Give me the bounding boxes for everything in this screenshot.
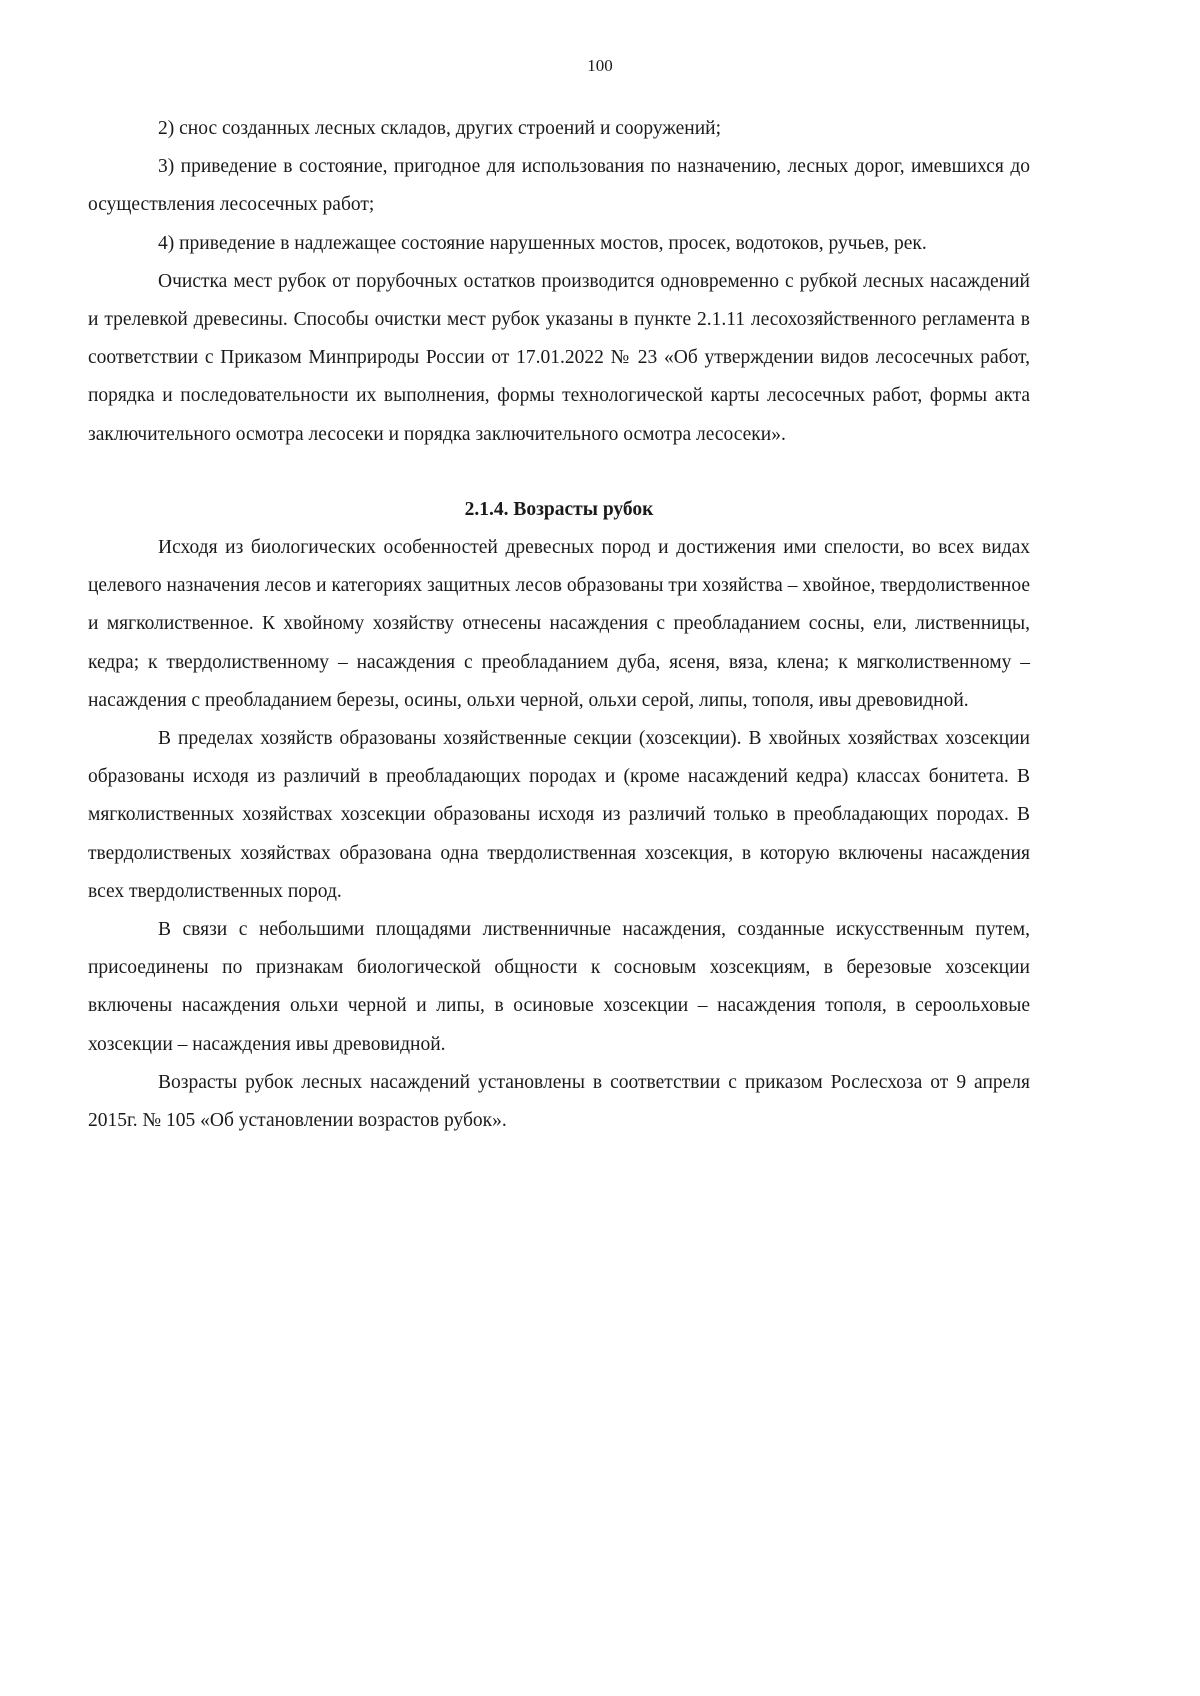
section-heading: 2.1.4. Возрасты рубок — [464, 498, 654, 520]
paragraph-cleanup: Очистка мест рубок от порубочных остатков производится одновременно с рубкой лесных насаждений и трелевкой древесины. Способы очистки мест рубок указаны в пункте 2.1.11 лесохозяйственного регламента в соответствии с Приказом Минприроды России от 17.01.2022 № 23 «Об утверждении видов лесосечных работ, порядка и последовательности их выполнения, формы технологической карты лесосечных работ, формы акта заключительного осмотра лесосеки и порядка заключительного осмотра лесосеки». — [88, 270, 1030, 445]
page-number: 100 — [587, 56, 613, 75]
paragraph-cutting-ages: Возрасты рубок лесных насаждений установлены в соответствии с приказом Рослесхоза от 9 апреля 2015г. № 105 «Об установлении возрастов рубок». — [88, 1071, 1030, 1132]
paragraph-households: Исходя из биологических особенностей древесных пород и достижения ими спелости, во всех видах целевого назначения лесов и категориях защитных лесов образованы три хозяйства – хвойное, твердолиственное и мягколиственное. К хвойному хозяйству отнесены насаждения с преобладанием сосны, ели, лиственницы, кедра; к твердолиственному – насаждения с преобладанием дуба, ясеня, вяза, клена; к мягколиственному – насаждения с преобладанием березы, осины, ольхи черной, ольхи серой, липы, тополя, ивы древовидной. — [88, 537, 1030, 711]
list-item-bridges-restoration: 4) приведение в надлежащее состояние нарушенных мостов, просек, водотоков, ручьев, рек. — [158, 232, 927, 254]
paragraph-sections: В пределах хозяйств образованы хозяйственные секции (хозсекции). В хвойных хозяйствах хозсекции образованы исходя из различий в преобладающих породах и (кроме насаждений кедра) классах бонитета. В мягколиственных хозяйствах хозсекции образованы исходя из различий только в преобладающих породах. В твердолиственых хозяйствах образована одна твердолиственная хозсекция, в которую включены насаждения всех твердолиственных пород. — [88, 728, 1030, 902]
list-item-demolition: 2) снос созданных лесных складов, других строений и сооружений; — [158, 118, 721, 139]
paragraph-larch: В связи с небольшими площадями лиственничные насаждения, созданные искусственным путем, присоединены по признакам биологической общности к сосновым хозсекциям, в березовые хозсекции включены насаждения ольхи черной и липы, в осиновые хозсекции – насаждения тополя, в сероольховые хозсекции – насаждения ивы древовидной. — [88, 919, 1030, 1055]
page-content — [88, 110, 1030, 1140]
list-item-roads-restoration: 3) приведение в состояние, пригодное для использования по назначению, лесных дорог, имевшихся до осуществления лесосечных работ; — [88, 156, 1030, 216]
